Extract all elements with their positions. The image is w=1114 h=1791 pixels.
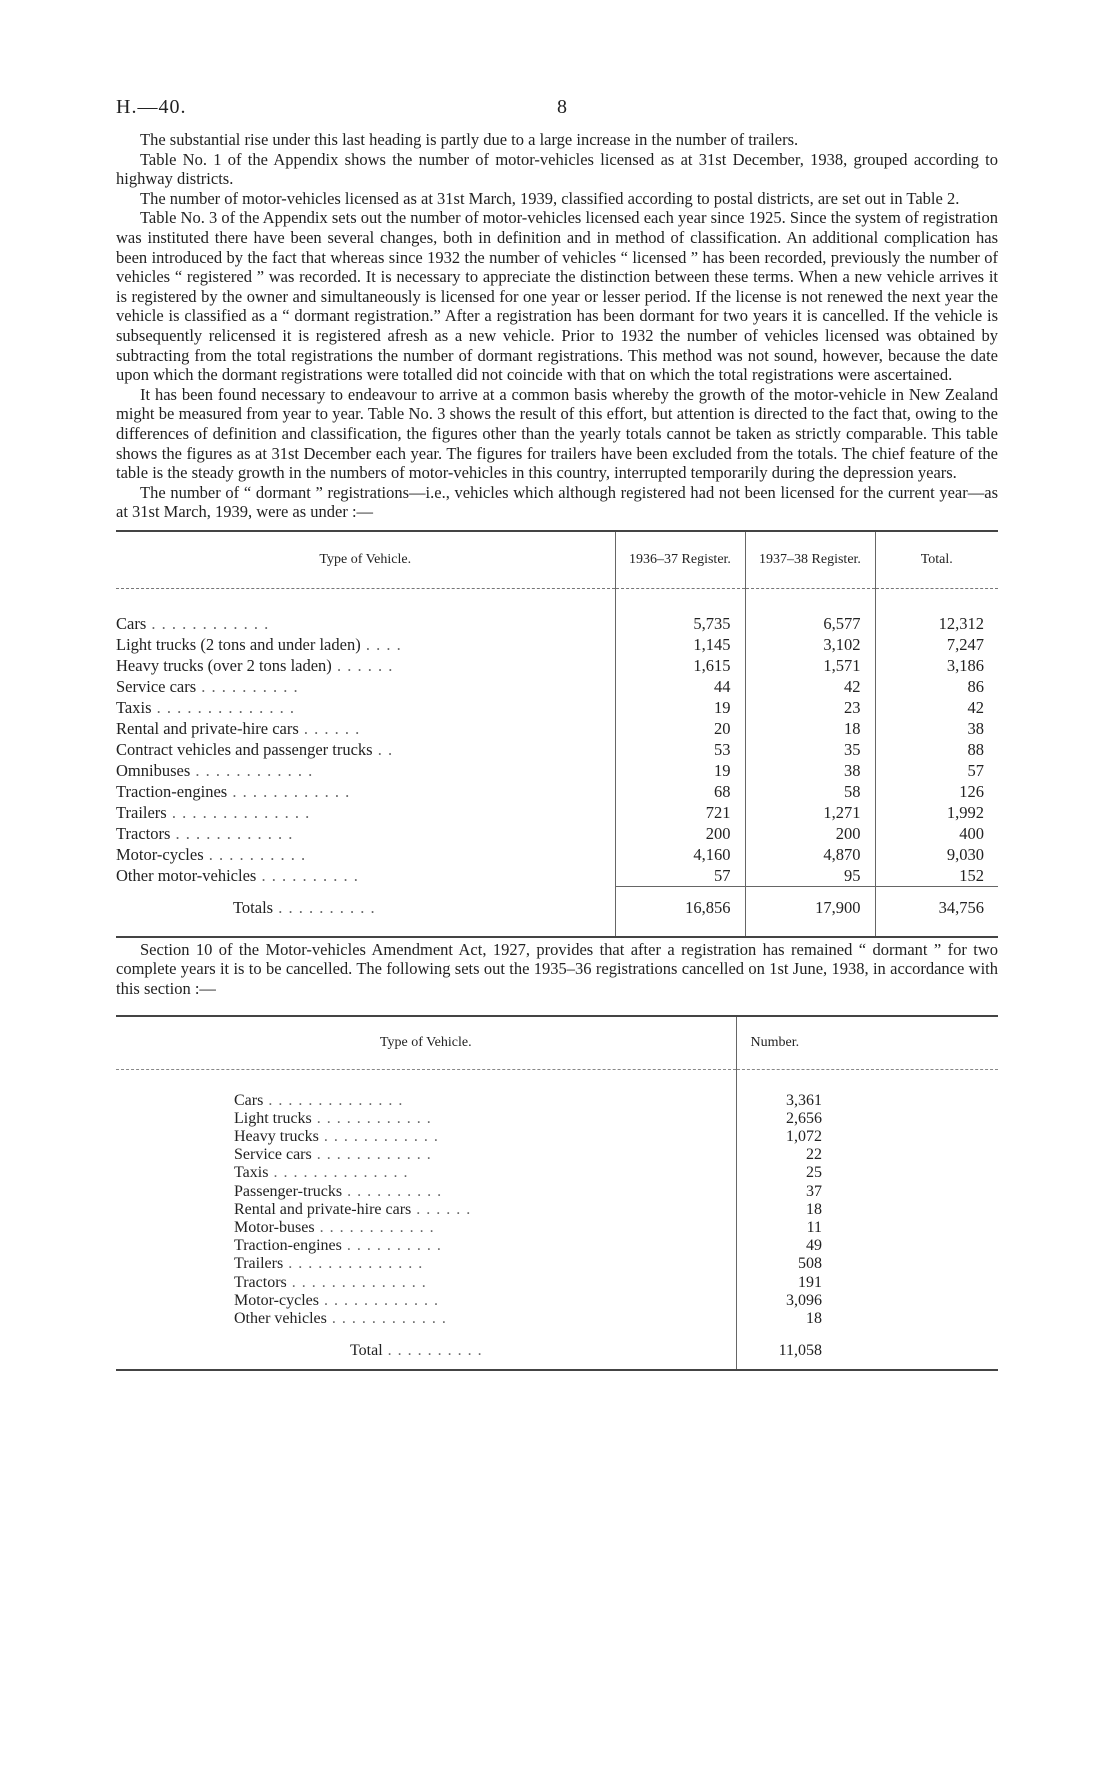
value-1937-38: 18 [745,718,875,739]
paragraph: Section 10 of the Motor-vehicles Amendment Act, 1927, provides that after a registration has remained “ dormant ” for two complete years it is to be cancelled. The following sets out the 1935–36 registrations cancelled on 1st June, 1938, in accordance with this section :— [116,939,998,999]
row-label-cell [116,886,615,937]
leader-dots: . . . . . . . . . . [382,1342,483,1360]
row-label-cell [116,823,615,844]
column-header: Number. [736,1016,998,1070]
leader-dots: . . . . . . . . . . . . [146,613,270,633]
value-1936-37: 57 [615,865,745,887]
row-label-cell [116,1110,736,1128]
leader-dots: . . . . . . . . . . . . . . [286,1273,427,1291]
value-1937-38: 23 [745,697,875,718]
leader-dots: . . . . . . . . . . . . . . [268,1164,409,1182]
table-header-row [116,531,998,589]
column-header: Type of Vehicle. [116,531,615,589]
table-row [116,760,998,781]
value-1937-38: 1,271 [745,802,875,823]
leader-dots: . . . . . . [411,1200,472,1218]
row-label-cell [116,718,615,739]
table-row [116,1201,998,1219]
value-1936-37: 68 [615,781,745,802]
leader-dots: . . . . . . . . . . . . [227,781,351,801]
cancelled-registrations-table [116,1015,998,1373]
leader-dots: . . . . . . . . . . [256,866,359,886]
leader-dots: . . . . . . . . . . . . [190,760,314,780]
table-row [116,1146,998,1164]
total-row [116,1328,998,1369]
number-value: 37 [736,1183,998,1201]
number-value: 49 [736,1237,998,1255]
row-label: Heavy trucks (over 2 tons laden) [116,655,332,675]
number-value: 11 [736,1219,998,1237]
row-label-cell [116,802,615,823]
row-label: Traction-engines [116,781,228,801]
row-label: Other vehicles [234,1310,327,1328]
row-label-cell [116,1274,736,1292]
leader-dots: . . . . . . . . . . . . . . [263,1091,404,1109]
row-label-cell [116,676,615,697]
row-label-cell [116,1183,736,1201]
row-label-cell [116,760,615,781]
row-label: Passenger-trucks [234,1182,343,1200]
dormant-registrations-table [116,530,998,940]
value-1936-37: 20 [615,718,745,739]
leader-dots: . . . . . . . . . . [342,1182,443,1200]
leader-dots: . . . . [360,634,402,654]
table-row [116,1219,998,1237]
leader-dots: . . [372,739,394,759]
value-total: 126 [875,781,998,802]
value-1937-38: 35 [745,739,875,760]
row-label-cell [116,697,615,718]
table-row [116,588,998,634]
value-1936-37: 721 [615,802,745,823]
leader-dots: . . . . . . . . . . . . . . [283,1255,424,1273]
paragraph: Table No. 1 of the Appendix shows the number of motor-vehicles licensed as at 31st December, 1938, grouped according to highway districts. [116,149,998,189]
value-1937-38: 38 [745,760,875,781]
value-1937-38: 95 [745,865,875,887]
leader-dots: . . . . . . . . . . . . [326,1310,447,1328]
row-label-cell [116,1069,736,1110]
row-label: Tractors [116,823,171,843]
column-header: 1937–38 Register. [745,531,875,589]
table-row [116,802,998,823]
number-value: 508 [736,1255,998,1273]
table-row [116,1164,998,1182]
value-1937-38: 58 [745,781,875,802]
number-value: 3,096 [736,1292,998,1310]
value-total: 9,030 [875,844,998,865]
value-1937-38: 1,571 [745,655,875,676]
table-row [116,844,998,865]
row-label: Tractors [234,1273,287,1291]
leader-dots: . . . . . . . . . . . . [318,1291,439,1309]
row-label: Rental and private-hire cars [234,1200,412,1218]
column-header: Type of Vehicle. [116,1016,736,1070]
leader-dots: . . . . . . . . . . . . [170,823,294,843]
row-label: Light trucks [234,1109,312,1127]
table-row [116,655,998,676]
leader-dots: . . . . . . . . . . . . [314,1219,435,1237]
row-label: Traction-engines [234,1237,342,1255]
leader-dots: . . . . . . . . . . . . . . [151,697,296,717]
table-row [116,823,998,844]
row-label: Trailers [116,802,167,822]
leader-dots: . . . . . . . . . . [196,676,299,696]
leader-dots: . . . . . . . . . . [341,1237,442,1255]
value-total: 7,247 [875,634,998,655]
total-1937-38: 17,900 [745,886,875,937]
paragraph: The number of motor-vehicles licensed as at 31st March, 1939, classified according to postal districts, are set out in Table 2. [140,188,960,208]
value-total: 88 [875,739,998,760]
row-label: Heavy trucks [234,1128,319,1146]
total-1936-37: 16,856 [615,886,745,937]
row-label: Other motor-vehicles [116,866,257,886]
value-total: 12,312 [875,588,998,634]
table-row [116,865,998,887]
leader-dots: . . . . . . [331,655,394,675]
table-row [116,781,998,802]
row-label-cell [116,1128,736,1146]
row-label-cell [116,1328,736,1369]
number-value: 191 [736,1274,998,1292]
value-total: 3,186 [875,655,998,676]
value-1937-38: 3,102 [745,634,875,655]
table-row [116,1310,998,1328]
page-header [116,96,998,130]
value-total: 57 [875,760,998,781]
table-header-row [116,1016,998,1070]
paragraph: It has been found necessary to endeavour to arrive at a common basis whereby the growth of the motor-vehicle in New Zealand might be measured from year to year. Table No. 3 shows the result of this effort, but attention is directed to the fact that, owing to the differences of definition and classification, the figures other than the yearly totals cannot be taken as strictly comparable. This table shows the figures as at 31st December each year. The figures for trailers have been excluded from the totals. The chief feature of the table is the steady growth in the numbers of motor-vehicles in this country, interrupted temporarily during the depression years. [116,384,998,483]
value-1936-37: 200 [615,823,745,844]
number-value: 22 [736,1146,998,1164]
table-row [116,1237,998,1255]
number-value: 2,656 [736,1110,998,1128]
table-row [116,1292,998,1310]
row-label-cell [116,588,615,634]
row-label: Motor-buses [234,1219,315,1237]
row-label-cell [116,1292,736,1310]
table-row [116,1274,998,1292]
number-value: 18 [736,1201,998,1219]
row-label: Trailers [234,1255,284,1273]
paragraph: The number of “ dormant ” registrations—i.e., vehicles which although registered had not been licensed for the current year—as at 31st March, 1939, were as under :— [116,482,998,522]
value-1936-37: 1,615 [615,655,745,676]
paragraph: The substantial rise under this last heading is partly due to a large increase in the number of trailers. [140,130,799,149]
row-label: Motor-cycles [234,1291,319,1309]
leader-dots: . . . . . . . . . . . . [311,1146,432,1164]
row-label-cell [116,634,615,655]
table-row [116,634,998,655]
row-label-cell [116,1201,736,1219]
totals-row [116,886,998,937]
value-1937-38: 200 [745,823,875,844]
value-1937-38: 6,577 [745,588,875,634]
document-code: H.—40. [116,96,187,118]
table-row [116,1183,998,1201]
document-page [116,96,998,1373]
row-label-cell [116,865,615,887]
value-1936-37: 19 [615,697,745,718]
column-header: 1936–37 Register. [615,531,745,589]
paragraph: Table No. 3 of the Appendix sets out the number of motor-vehicles licensed each year since 1925. Since the system of registration was instituted there have been several changes, both in definition and in method of classification. An additional complication has been introduced by the fact that whereas since 1932 the number of vehicles “ licensed ” has been recorded, previously the number of vehicles “ registered ” was recorded. It is necessary to appreciate the distinction between these terms. When a new vehicle arrives it is registered by the owner and simultaneously is licensed for one year or lesser period. If the license is not renewed the next year the vehicle is classified as a “ dormant registration.” After a registration has been dormant for two years it is cancelled. If the vehicle is subsequently relicensed it is registered afresh as a new vehicle. Prior to 1932 the number of vehicles licensed was obtained by subtracting from the total registrations the number of dormant registrations. This method was not sound, however, because the date upon which the dormant registrations were totalled did not coincide with that on which the total registrations were ascertained. [116,208,998,385]
table-row [116,697,998,718]
value-total: 1,992 [875,802,998,823]
row-label-cell [116,1310,736,1328]
leader-dots: . . . . . . . . . . . . . . [166,802,311,822]
leader-dots: . . . . . . . . . . . . [311,1109,432,1127]
number-value: 1,072 [736,1128,998,1146]
table-row [116,739,998,760]
leader-dots: . . . . . . [298,718,361,738]
row-label: Contract vehicles and passenger trucks [116,739,373,759]
row-label: Service cars [234,1146,312,1164]
row-label: Rental and private-hire cars [116,718,299,738]
row-label: Service cars [116,676,197,696]
table-row [116,718,998,739]
row-label: Omnibuses [116,760,191,780]
grand-total: 34,756 [875,886,998,937]
row-label-cell [116,739,615,760]
value-1937-38: 4,870 [745,844,875,865]
row-label: Light trucks (2 tons and under laden) [116,634,361,654]
number-value: 3,361 [736,1069,998,1110]
value-total: 152 [875,865,998,887]
total-number: 11,058 [736,1328,998,1369]
value-1936-37: 19 [615,760,745,781]
row-label: Cars [234,1091,264,1109]
value-1936-37: 5,735 [615,588,745,634]
row-label: Taxis [116,697,152,717]
value-total: 38 [875,718,998,739]
table-row [116,676,998,697]
column-header: Total. [875,531,998,589]
value-1937-38: 42 [745,676,875,697]
table-row [116,1128,998,1146]
row-label-cell [116,1164,736,1182]
row-label: Motor-cycles [116,844,204,864]
row-label: Total [350,1342,383,1360]
value-1936-37: 53 [615,739,745,760]
body-text-top [116,130,998,522]
value-total: 400 [875,823,998,844]
row-label: Totals [233,897,274,917]
number-value: 25 [736,1164,998,1182]
leader-dots: . . . . . . . . . . [203,844,307,864]
value-1936-37: 44 [615,676,745,697]
row-label-cell [116,1255,736,1273]
row-label-cell [116,1219,736,1237]
value-total: 42 [875,697,998,718]
row-label-cell [116,844,615,865]
table-row [116,1255,998,1273]
page-number: 8 [557,96,567,118]
row-label-cell [116,1237,736,1255]
row-label-cell [116,781,615,802]
row-label: Cars [116,613,147,633]
value-total: 86 [875,676,998,697]
number-value: 18 [736,1310,998,1328]
row-label: Taxis [234,1164,269,1182]
row-label-cell [116,655,615,676]
value-1936-37: 4,160 [615,844,745,865]
table-row [116,1110,998,1128]
leader-dots: . . . . . . . . . . [273,897,376,917]
table-row [116,1069,998,1110]
leader-dots: . . . . . . . . . . . . [318,1128,439,1146]
value-1936-37: 1,145 [615,634,745,655]
row-label-cell [116,1146,736,1164]
